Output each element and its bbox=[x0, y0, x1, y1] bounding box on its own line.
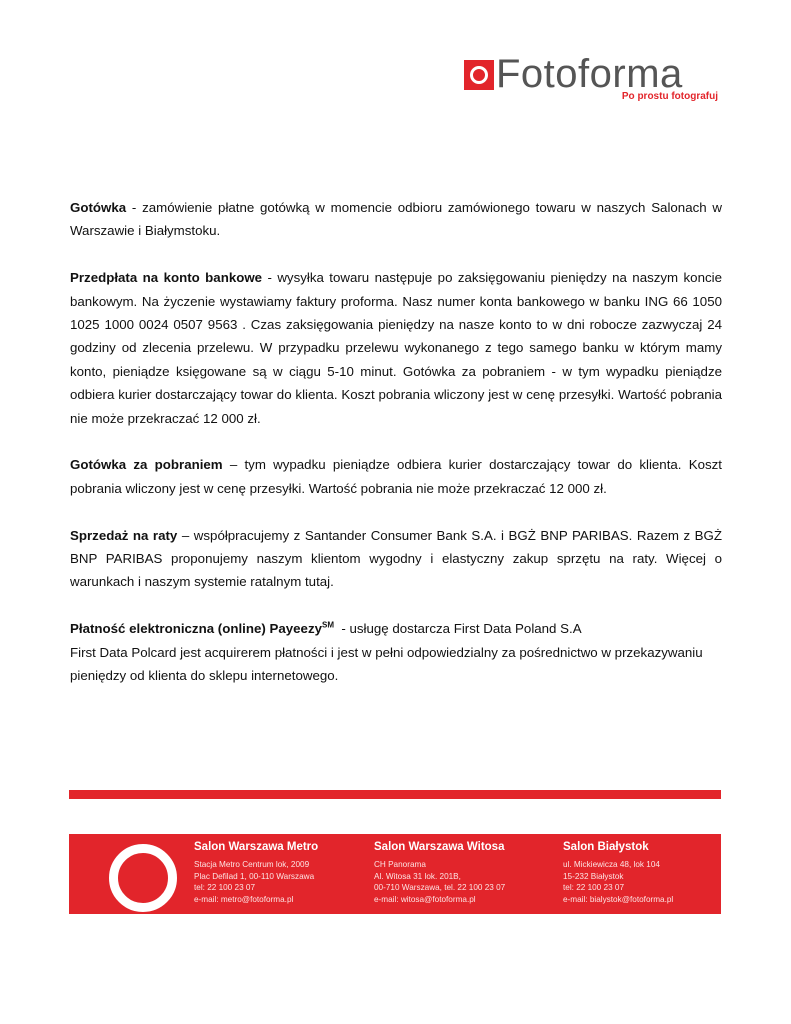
brand-ring-icon bbox=[109, 844, 177, 912]
logo-tagline: Po prostu fotografuj bbox=[621, 91, 718, 102]
salon-email[interactable]: e-mail: metro@fotoforma.pl bbox=[194, 894, 294, 904]
section-payeezy: Płatność elektroniczna (online) Payeezy℠ - usługę dostarcza First Data Poland S.A First Data Polcard jest acquirerem płatności i jest w pełni odpowiedzialny za pośrednictwo w przekazywaniu pieniędzy od klienta do sklepu internetowego. bbox=[70, 620, 703, 684]
section-title: Gotówka bbox=[70, 200, 127, 215]
salon-name: Salon Warszawa Metro bbox=[194, 841, 319, 853]
section-title: Sprzedaż na raty bbox=[70, 527, 178, 543]
footer-salons bbox=[69, 834, 721, 914]
section-text: tym wypadku pieniądze odbiera kurier dostarczający towar do klienta. Koszt pobrania wliczony jest w cenę przesyłki. Wartość pobrania nie może przekraczać 12 000 zł. bbox=[70, 457, 722, 496]
salon-email[interactable]: e-mail: witosa@fotoforma.pl bbox=[374, 894, 476, 904]
service-mark: SM bbox=[322, 620, 334, 630]
salon-bialystok: Salon Białystok ul. Mickiewicza 48, lok 104 15-232 Białystok tel: 22 100 23 07 e-mail: bialystok@fotoforma.pl bbox=[563, 841, 674, 904]
divider-bar bbox=[69, 790, 721, 799]
section-przedplata: Przedpłata na konto bankowe - wysyłka towaru następuje po zaksięgowaniu pieniędzy na naszym koncie bankowym. Na życzenie wystawiamy faktury proforma. Nasz numer konta bankowego w banku ING 66 1050 1025 1000 0024 0507 9563 . Czas zaksięgowania pieniędzy na nasze konto to w dni robocze zazwyczaj 24 godziny od zlecenia przelewu. W przypadku przelewu wykonanego z tego samego banku w którym mamy konto, pieniądze księgowane są w ciągu 5-10 minut. Gotówka za pobraniem - w tym wypadku pieniądze odbiera kurier dostarczający towar do klienta. Koszt pobrania wliczony jest w cenę przesyłki. Wartość pobrania nie może przekraczać 12 000 zł. bbox=[70, 270, 722, 426]
salon-name: Salon Warszawa Witosa bbox=[374, 841, 505, 853]
section-gotowka: Gotówka - zamówienie płatne gotówką w momencie odbioru zamówionego towaru w naszych Salonach w Warszawie i Białymstoku. bbox=[70, 200, 722, 239]
salon-email[interactable]: e-mail: bialystok@fotoforma.pl bbox=[563, 894, 674, 904]
salon-metro: Salon Warszawa Metro Stacja Metro Centrum lok, 2009 Plac Defilad 1, 00-110 Warszawa tel: 22 100 23 07 e-mail: metro@fotoforma.pl bbox=[194, 841, 319, 904]
salon-witosa: Salon Warszawa Witosa CH Panorama Al. Witosa 31 lok. 201B, 00-710 Warszawa, tel. 22 100 23 07 e-mail: witosa@fotoforma.pl bbox=[374, 841, 506, 904]
salon-name: Salon Białystok bbox=[563, 841, 649, 853]
section-title: Gotówka za pobraniem bbox=[70, 457, 223, 473]
section-title: Przedpłata na konto bankowe bbox=[70, 270, 263, 286]
section-text: First Data Polcard jest acquirerem płatności i jest w pełni odpowiedzialny za pośrednictwo w przekazywaniu pieniędzy od klienta do sklepu internetowego. bbox=[70, 644, 703, 684]
section-text: wysyłka towaru następuje po zaksięgowaniu pieniędzy na naszym koncie bankowym. Na życzenie wystawiamy faktury proforma. Nasz numer konta bankowego w banku ING 66 1050 1025 1000 0024 0507 9563 . Czas zaksięgowania pieniędzy na nasze konto to w dni robocze zazwyczaj 24 godziny od zlecenia przelewu. W przypadku przelewu wykonanego z tego samego banku w którym mamy konto, pieniądze księgowane są w ciągu 5-10 minut. Gotówka za pobraniem - w tym wypadku pieniądze odbiera kurier dostarczający towar do klienta. Koszt pobrania wliczony jest w cenę przesyłki. Wartość pobrania nie może przekraczać 12 000 zł. bbox=[70, 270, 722, 426]
logo-o-icon bbox=[464, 60, 494, 90]
section-raty: Sprzedaż na raty – współpracujemy z Santander Consumer Bank S.A. i BGŻ BNP PARIBAS. Razem z BGŻ BNP PARIBAS proponujemy naszym klientom wygodny i elastyczny zakup sprzętu na raty. Więcej o warunkach i naszym systemie ratalnym tutaj. bbox=[70, 527, 723, 590]
section-text: współpracujemy z Santander Consumer Bank S.A. i BGŻ BNP PARIBAS. Razem z BGŻ BNP PARIBAS proponujemy naszym klientom wygodny i elastyczny zakup sprzętu na raty. Więcej o warunkach i naszym systemie ratalnym tutaj. bbox=[70, 527, 723, 590]
section-title: Płatność elektroniczna (online) Payeezy℠ bbox=[70, 620, 334, 637]
logo-wordmark: Fotoforma bbox=[496, 52, 683, 96]
document-body bbox=[70, 196, 722, 711]
section-text: zamówienie płatne gotówką w momencie odbioru zamówionego towaru w naszych Salonach w Warszawie i Białymstoku. bbox=[70, 200, 722, 239]
brand-logo bbox=[462, 52, 724, 106]
section-pobranie: Gotówka za pobraniem – tym wypadku pieniądze odbiera kurier dostarczający towar do klienta. Koszt pobrania wliczony jest w cenę przesyłki. Wartość pobrania nie może przekraczać 12 000 zł. bbox=[70, 457, 722, 496]
